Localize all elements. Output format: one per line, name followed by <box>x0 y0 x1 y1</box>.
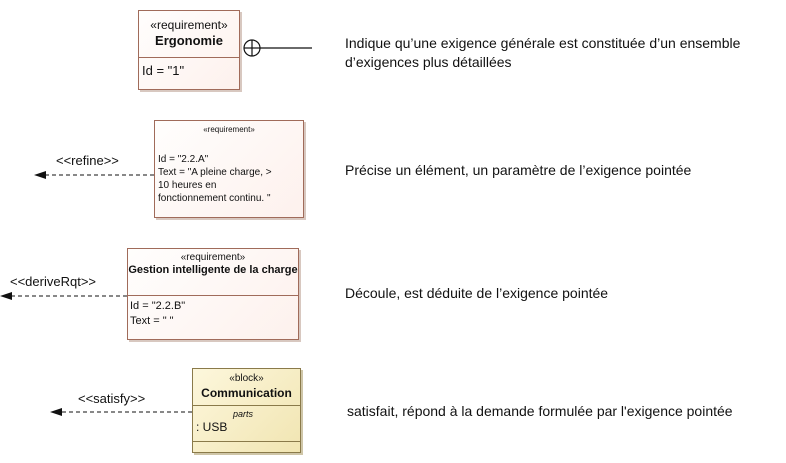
deriverqt-label: <<deriveRqt>> <box>10 274 97 289</box>
part-usb: : USB <box>196 420 228 434</box>
block-communication[interactable] <box>192 368 301 453</box>
satisfy-label: <<satisfy>> <box>78 391 146 406</box>
description-refine: Précise un élément, un paramètre de l’exigence pointée <box>345 162 692 178</box>
block-name: Communication <box>201 386 292 400</box>
block-communication-header <box>193 369 300 406</box>
attribute-text-line-2: 10 heures en <box>158 180 217 191</box>
stereotype-label: «requirement» <box>180 252 246 263</box>
description-deriverqt: Découle, est déduite de l’exigence pointée <box>345 285 609 301</box>
requirement-attributes <box>139 58 239 78</box>
refine-arrowhead-icon <box>34 171 46 179</box>
attribute-id: Id = "2.2.B" <box>130 300 186 312</box>
attribute-text-line-1: Text = "A pleine charge, > <box>158 167 272 178</box>
description-containment: Indique qu’une exigence générale est constituée d’un ensemble d’exigences plus détaillées <box>345 35 741 70</box>
requirement-ergonomie-header <box>139 11 239 58</box>
deriverqt-arrowhead-icon <box>0 292 12 300</box>
attribute-text: Text = " " <box>130 315 174 327</box>
requirement-2-2-a[interactable] <box>154 120 304 218</box>
requirement-ergonomie[interactable] <box>138 10 240 90</box>
stereotype-label: «block» <box>229 373 264 384</box>
attribute-text-line-3: fonctionnement continu. " <box>158 193 271 204</box>
parts-compartment-label: parts <box>233 409 254 419</box>
description-satisfy: satisfait, répond à la demande formulée par l'exigence pointée <box>347 403 733 419</box>
compartment-divider <box>193 441 300 442</box>
attribute-id: Id = "2.2.A" <box>158 154 209 165</box>
requirement-attributes <box>155 152 303 205</box>
requirement-name: Ergonomie <box>155 33 223 48</box>
stereotype-label: «requirement» <box>150 18 228 32</box>
requirement-gestion-charge[interactable] <box>127 248 299 340</box>
requirement-name: Gestion intelligente de la charge <box>128 264 298 276</box>
requirement-gestion-charge-header <box>128 249 298 296</box>
refine-label: <<refine>> <box>56 153 119 168</box>
satisfy-arrowhead-icon <box>50 408 62 416</box>
attribute-id: Id = "1" <box>142 63 185 78</box>
stereotype-label: «requirement» <box>203 125 255 134</box>
requirement-2-2-a-header <box>155 121 303 152</box>
requirement-attributes <box>128 296 298 329</box>
